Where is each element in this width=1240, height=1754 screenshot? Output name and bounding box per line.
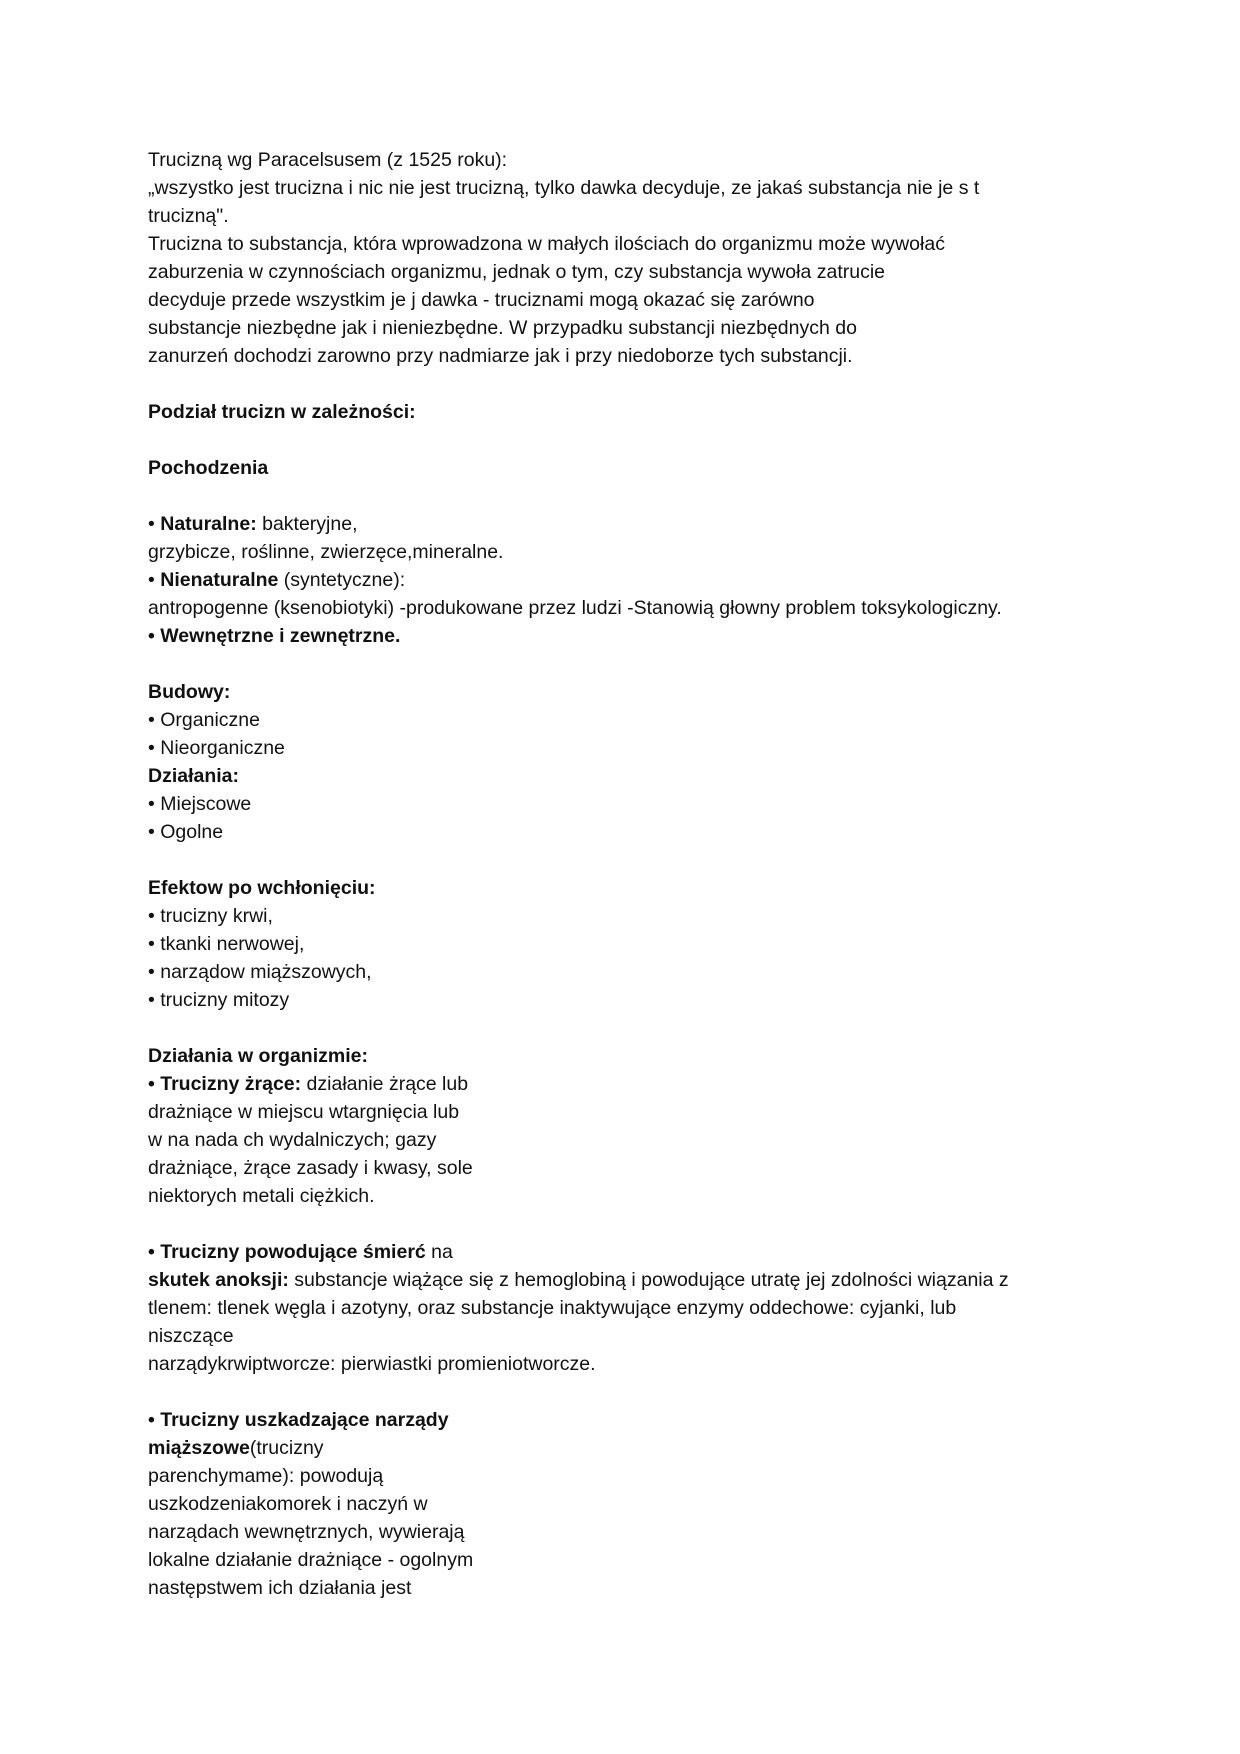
list-item: • Ogolne xyxy=(148,821,224,843)
spacer xyxy=(148,482,1108,510)
text-line: drażniące, żrące zasady i kwasy, sole xyxy=(148,1157,473,1179)
intro-paragraph xyxy=(148,146,1108,370)
text-line: uszkodzeniakomorek i naczyń w xyxy=(148,1493,428,1515)
spacer xyxy=(148,846,1108,874)
spacer xyxy=(148,426,1108,454)
list-item: • Organiczne xyxy=(148,709,260,731)
structure-heading: Budowy: xyxy=(148,681,231,703)
text-line: zaburzenia w czynnościach organizmu, jednak o tym, czy substancja wywoła zatrucie xyxy=(148,261,886,283)
text-line: Trucizną wg Paracelsusem (z 1525 roku): xyxy=(148,149,508,171)
text-line: substancje niezbędne jak i nieniezbędne. W przypadku substancji niezbędnych do xyxy=(148,317,857,339)
text-line: niszczące xyxy=(148,1325,234,1347)
text-line: w na nada ch wydalniczych; gazy xyxy=(148,1129,437,1151)
text-line: niektorych metali ciężkich. xyxy=(148,1185,375,1207)
text-line: miąższowe(trucizny xyxy=(148,1437,324,1459)
text-line: skutek anoksji: substancje wiążące się z hemoglobiną i powodujące utratę jej zdolności wiązania z xyxy=(148,1269,1009,1291)
text-line: narządach wewnętrznych, wywierają xyxy=(148,1521,465,1543)
text-line: zanurzeń dochodzi zarowno przy nadmiarze jak i przy niedoborze tych substancji. xyxy=(148,345,853,367)
text-line: „wszystko jest trucizna i nic nie jest trucizną, tylko dawka decyduje, ze jakaś substancja nie je s t xyxy=(148,177,980,199)
text-line: Trucizna to substancja, która wprowadzona w małych ilościach do organizmu może wywołać xyxy=(148,233,945,255)
list-item: • Nienaturalne (syntetyczne): xyxy=(148,569,406,591)
spacer xyxy=(148,650,1108,678)
list-item: • narządow miąższowych, xyxy=(148,961,372,983)
list-item: • trucizny krwi, xyxy=(148,905,273,927)
spacer xyxy=(148,1378,1108,1406)
effects-heading: Efektow po wchłonięciu: xyxy=(148,877,376,899)
action-heading: Działania: xyxy=(148,765,240,787)
spacer xyxy=(148,1014,1108,1042)
text-line: drażniące w miejscu wtargnięcia lub xyxy=(148,1101,460,1123)
origin-heading: Pochodzenia xyxy=(148,457,269,479)
text-line: decyduje przede wszystkim je j dawka - truciznami mogą okazać się zarówno xyxy=(148,289,815,311)
text-line: narządykrwiptworcze: pierwiastki promieniotworcze. xyxy=(148,1353,596,1375)
list-item: • Nieorganiczne xyxy=(148,737,285,759)
text-line: lokalne działanie drażniące - ogolnym xyxy=(148,1549,474,1571)
text-line: trucizną". xyxy=(148,205,229,227)
spacer xyxy=(148,370,1108,398)
section-heading: Podział trucizn w zależności: xyxy=(148,401,416,423)
text-line: grzybicze, roślinne, zwierzęce,mineralne. xyxy=(148,541,504,563)
text-line: parenchymame): powodują xyxy=(148,1465,384,1487)
organism-heading: Działania w organizmie: xyxy=(148,1045,368,1067)
list-item: • tkanki nerwowej, xyxy=(148,933,305,955)
document-page xyxy=(148,146,1108,1602)
list-item: • Trucizny powodujące śmierć na xyxy=(148,1241,453,1263)
text-line: antropogenne (ksenobiotyki) -produkowane przez ludzi -Stanowią głowny problem toksykologiczny. xyxy=(148,597,1002,619)
list-item: • Trucizny żrące: działanie żrące lub xyxy=(148,1073,469,1095)
list-item: • Naturalne: bakteryjne, xyxy=(148,513,358,535)
text-line: następstwem ich działania jest xyxy=(148,1577,412,1599)
list-item: • Trucizny uszkadzające narządy xyxy=(148,1409,449,1431)
list-item: • Miejscowe xyxy=(148,793,252,815)
spacer xyxy=(148,1210,1108,1238)
list-item: • Wewnętrzne i zewnętrzne. xyxy=(148,625,401,647)
text-line: tlenem: tlenek węgla i azotyny, oraz substancje inaktywujące enzymy oddechowe: cyjanki, lub xyxy=(148,1297,957,1319)
list-item: • trucizny mitozy xyxy=(148,989,290,1011)
